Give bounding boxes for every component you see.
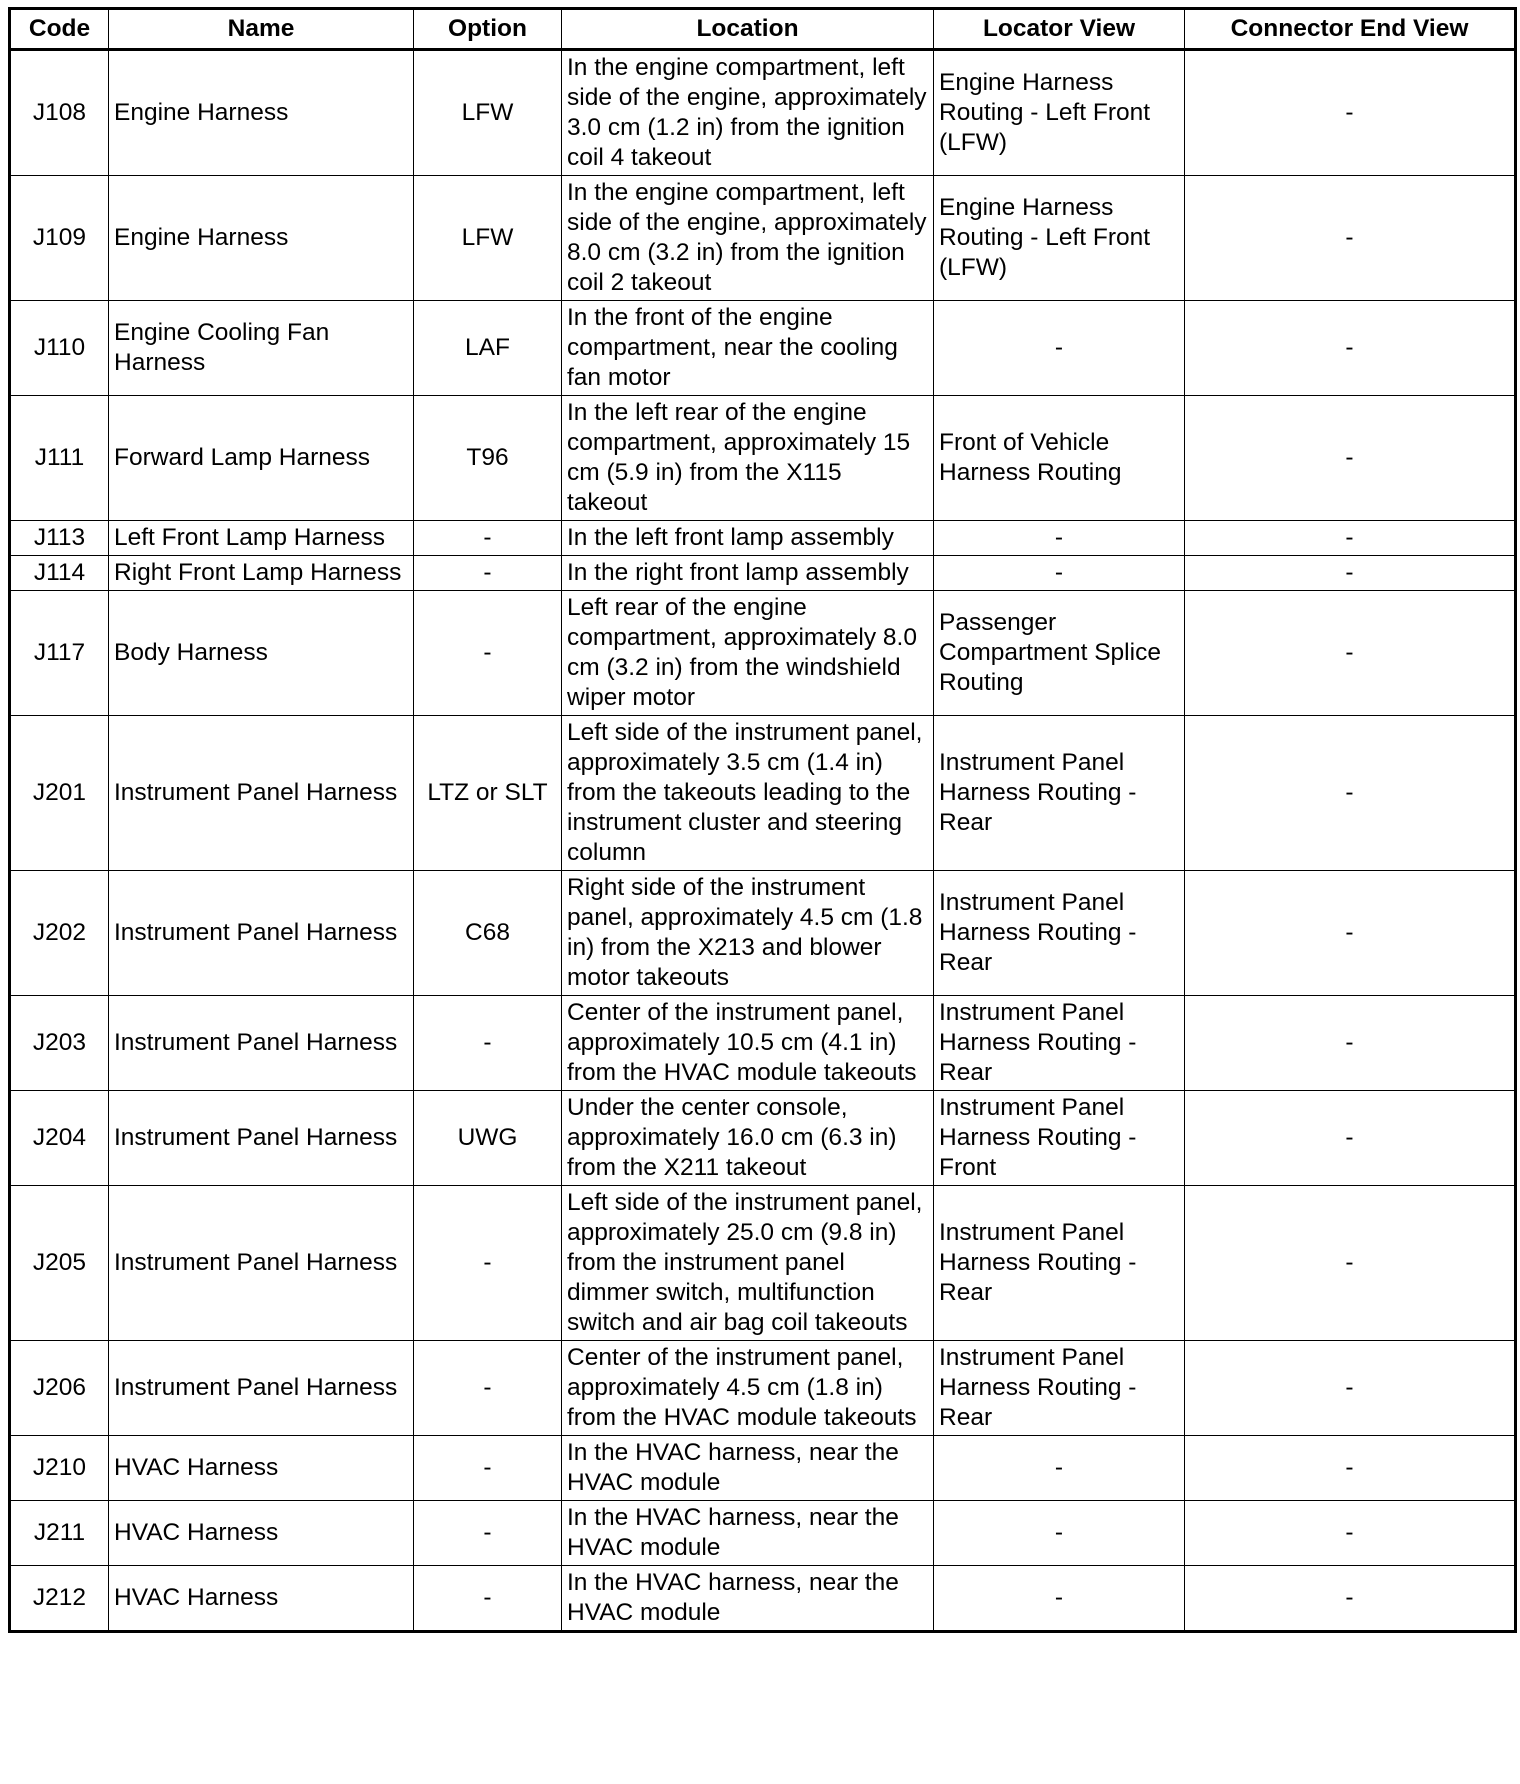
cell-name: HVAC Harness [109,1501,414,1566]
cell-locator-view: - [934,1566,1185,1632]
cell-code: J203 [10,996,109,1091]
header-code: Code [10,9,109,50]
cell-locator-view: Instrument Panel Harness Routing - Rear [934,716,1185,871]
table-row [10,1341,1516,1436]
cell-connector-end-view: - [1185,176,1516,301]
cell-location: In the HVAC harness, near the HVAC module [562,1436,934,1501]
cell-code: J212 [10,1566,109,1632]
cell-code: J202 [10,871,109,996]
cell-option: - [414,1341,562,1436]
cell-code: J117 [10,591,109,716]
table-body [10,50,1516,1632]
cell-code: J114 [10,556,109,591]
table-row [10,591,1516,716]
cell-connector-end-view: - [1185,1501,1516,1566]
table-row [10,871,1516,996]
cell-code: J201 [10,716,109,871]
cell-code: J211 [10,1501,109,1566]
cell-option: C68 [414,871,562,996]
cell-connector-end-view: - [1185,1186,1516,1341]
cell-option: T96 [414,396,562,521]
cell-location: In the left front lamp assembly [562,521,934,556]
cell-location: In the left rear of the engine compartment, approximately 15 cm (5.9 in) from the X115 takeout [562,396,934,521]
cell-option: - [414,521,562,556]
cell-location: In the engine compartment, left side of the engine, approximately 3.0 cm (1.2 in) from the ignition coil 4 takeout [562,50,934,176]
cell-option: - [414,996,562,1091]
cell-location: In the HVAC harness, near the HVAC module [562,1566,934,1632]
cell-option: - [414,556,562,591]
cell-locator-view: Engine Harness Routing - Left Front (LFW) [934,50,1185,176]
cell-connector-end-view: - [1185,396,1516,521]
cell-location: In the right front lamp assembly [562,556,934,591]
table-row [10,1501,1516,1566]
cell-connector-end-view: - [1185,1436,1516,1501]
cell-name: Instrument Panel Harness [109,1186,414,1341]
table-row [10,1091,1516,1186]
cell-locator-view: - [934,1436,1185,1501]
cell-connector-end-view: - [1185,1566,1516,1632]
cell-locator-view: Passenger Compartment Splice Routing [934,591,1185,716]
cell-name: Left Front Lamp Harness [109,521,414,556]
cell-name: Instrument Panel Harness [109,996,414,1091]
table-row [10,1186,1516,1341]
table-row [10,556,1516,591]
table-row [10,50,1516,176]
cell-location: Center of the instrument panel, approximately 10.5 cm (4.1 in) from the HVAC module takeouts [562,996,934,1091]
table-row [10,301,1516,396]
cell-locator-view: Instrument Panel Harness Routing - Rear [934,996,1185,1091]
cell-locator-view: Front of Vehicle Harness Routing [934,396,1185,521]
cell-location: In the front of the engine compartment, near the cooling fan motor [562,301,934,396]
cell-location: In the HVAC harness, near the HVAC module [562,1501,934,1566]
cell-locator-view: Instrument Panel Harness Routing - Rear [934,1341,1185,1436]
cell-name: HVAC Harness [109,1566,414,1632]
cell-locator-view: - [934,1501,1185,1566]
cell-locator-view: Instrument Panel Harness Routing - Front [934,1091,1185,1186]
cell-code: J108 [10,50,109,176]
cell-connector-end-view: - [1185,871,1516,996]
cell-connector-end-view: - [1185,301,1516,396]
cell-code: J113 [10,521,109,556]
header-name: Name [109,9,414,50]
table-row [10,396,1516,521]
cell-name: HVAC Harness [109,1436,414,1501]
cell-name: Body Harness [109,591,414,716]
cell-location: Left rear of the engine compartment, approximately 8.0 cm (3.2 in) from the windshield wiper motor [562,591,934,716]
header-row [10,9,1516,50]
cell-locator-view: Instrument Panel Harness Routing - Rear [934,1186,1185,1341]
cell-option: - [414,1186,562,1341]
cell-location: Center of the instrument panel, approximately 4.5 cm (1.8 in) from the HVAC module takeouts [562,1341,934,1436]
header-option: Option [414,9,562,50]
cell-connector-end-view: - [1185,591,1516,716]
cell-connector-end-view: - [1185,1091,1516,1186]
cell-name: Forward Lamp Harness [109,396,414,521]
cell-option: LAF [414,301,562,396]
cell-locator-view: Instrument Panel Harness Routing - Rear [934,871,1185,996]
cell-connector-end-view: - [1185,1341,1516,1436]
cell-code: J109 [10,176,109,301]
cell-option: LTZ or SLT [414,716,562,871]
cell-name: Engine Cooling Fan Harness [109,301,414,396]
cell-option: - [414,591,562,716]
cell-connector-end-view: - [1185,521,1516,556]
cell-location: In the engine compartment, left side of the engine, approximately 8.0 cm (3.2 in) from the ignition coil 2 takeout [562,176,934,301]
cell-name: Instrument Panel Harness [109,871,414,996]
cell-code: J111 [10,396,109,521]
cell-code: J210 [10,1436,109,1501]
cell-option: LFW [414,176,562,301]
cell-locator-view: Engine Harness Routing - Left Front (LFW) [934,176,1185,301]
cell-location: Left side of the instrument panel, approximately 25.0 cm (9.8 in) from the instrument panel dimmer switch, multifunction switch and air bag coil takeouts [562,1186,934,1341]
cell-code: J110 [10,301,109,396]
table-row [10,996,1516,1091]
cell-code: J206 [10,1341,109,1436]
cell-location: Right side of the instrument panel, approximately 4.5 cm (1.8 in) from the X213 and blower motor takeouts [562,871,934,996]
header-connector-end-view: Connector End View [1185,9,1516,50]
cell-location: Left side of the instrument panel, approximately 3.5 cm (1.4 in) from the takeouts leading to the instrument cluster and steering column [562,716,934,871]
cell-name: Instrument Panel Harness [109,716,414,871]
cell-name: Engine Harness [109,176,414,301]
cell-connector-end-view: - [1185,996,1516,1091]
cell-location: Under the center console, approximately 16.0 cm (6.3 in) from the X211 takeout [562,1091,934,1186]
cell-name: Instrument Panel Harness [109,1091,414,1186]
cell-option: LFW [414,50,562,176]
header-locator-view: Locator View [934,9,1185,50]
cell-name: Engine Harness [109,50,414,176]
cell-code: J205 [10,1186,109,1341]
cell-option: - [414,1501,562,1566]
cell-name: Right Front Lamp Harness [109,556,414,591]
cell-locator-view: - [934,301,1185,396]
table-row [10,716,1516,871]
cell-option: - [414,1566,562,1632]
cell-code: J204 [10,1091,109,1186]
table-row [10,176,1516,301]
cell-connector-end-view: - [1185,716,1516,871]
splice-pack-table [8,7,1517,1633]
cell-option: UWG [414,1091,562,1186]
cell-connector-end-view: - [1185,556,1516,591]
cell-locator-view: - [934,556,1185,591]
cell-locator-view: - [934,521,1185,556]
cell-option: - [414,1436,562,1501]
table-row [10,1566,1516,1632]
table-row [10,1436,1516,1501]
header-location: Location [562,9,934,50]
cell-connector-end-view: - [1185,50,1516,176]
cell-name: Instrument Panel Harness [109,1341,414,1436]
table-row [10,521,1516,556]
